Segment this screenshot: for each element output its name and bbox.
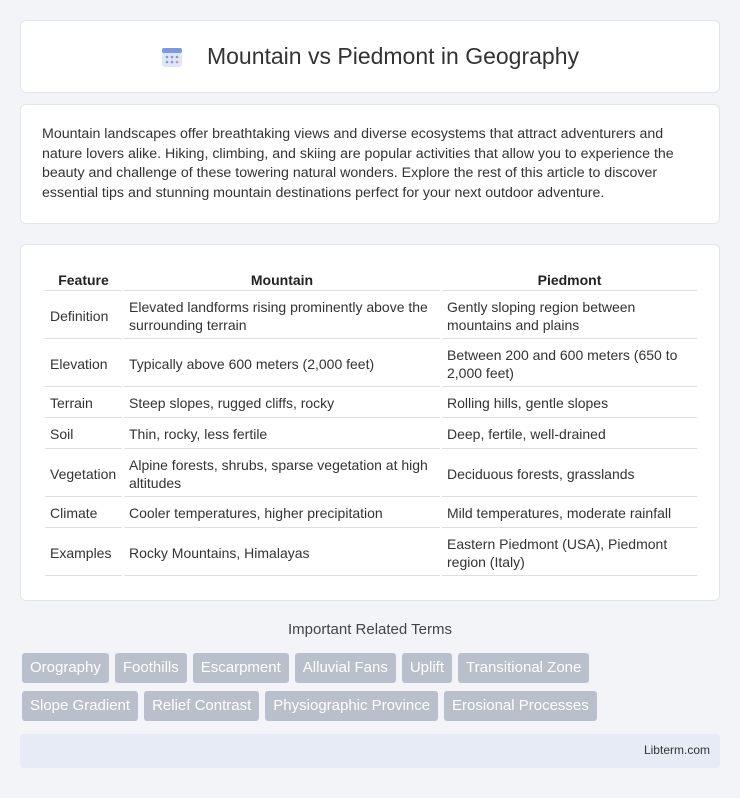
- title-card: [20, 20, 720, 93]
- piedmont-cell: Rolling hills, gentle slopes: [442, 389, 697, 418]
- calendar-grid-icon: [161, 46, 183, 68]
- tag-orography[interactable]: Orography: [22, 653, 109, 683]
- piedmont-cell: Eastern Piedmont (USA), Piedmont region (Italy): [442, 530, 697, 576]
- comparison-table: [43, 265, 699, 578]
- table-row: [45, 499, 697, 528]
- piedmont-cell: Deciduous forests, grasslands: [442, 451, 697, 497]
- table-row: [45, 341, 697, 387]
- intro-card: [20, 104, 720, 224]
- tag-slope-gradient[interactable]: Slope Gradient: [22, 691, 138, 721]
- tag-physiographic-province[interactable]: Physiographic Province: [265, 691, 438, 721]
- feature-cell: Examples: [45, 530, 122, 576]
- tag-transitional-zone[interactable]: Transitional Zone: [458, 653, 589, 683]
- piedmont-cell: Gently sloping region between mountains and plains: [442, 293, 697, 339]
- tag-relief-contrast[interactable]: Relief Contrast: [144, 691, 259, 721]
- related-terms-title: Important Related Terms: [288, 621, 452, 638]
- mountain-cell: Rocky Mountains, Himalayas: [124, 530, 440, 576]
- footer-brand-link[interactable]: Libterm.com: [643, 743, 710, 757]
- mountain-cell: Elevated landforms rising prominently above the surrounding terrain: [124, 293, 440, 339]
- piedmont-cell: Mild temperatures, moderate rainfall: [442, 499, 697, 528]
- page-title: Mountain vs Piedmont in Geography: [206, 43, 580, 69]
- piedmont-cell: Between 200 and 600 meters (650 to 2,000 feet): [442, 341, 697, 387]
- table-header-row: [45, 267, 697, 291]
- feature-cell: Vegetation: [45, 451, 122, 497]
- mountain-cell: Cooler temperatures, higher precipitation: [124, 499, 440, 528]
- tag-erosional-processes[interactable]: Erosional Processes: [444, 691, 597, 721]
- footer: [20, 734, 720, 768]
- tag-row: [22, 653, 722, 683]
- tag-alluvial-fans[interactable]: Alluvial Fans: [295, 653, 396, 683]
- related-terms-tags: [22, 653, 722, 729]
- tag-escarpment[interactable]: Escarpment: [193, 653, 289, 683]
- intro-paragraph: Mountain landscapes offer breathtaking views and diverse ecosystems that attract adventurers and nature lovers alike. Hiking, climbing, and skiing are popular activities that allow you to experience the beauty and challenge of these towering natural wonders. Explore the rest of this article to discover essential tips and stunning mountain destinations perfect for your next outdoor adventure.: [42, 126, 674, 201]
- tag-uplift[interactable]: Uplift: [402, 653, 452, 683]
- table-row: [45, 530, 697, 576]
- feature-cell: Terrain: [45, 389, 122, 418]
- mountain-cell: Steep slopes, rugged cliffs, rocky: [124, 389, 440, 418]
- table-row: [45, 451, 697, 497]
- header-feature: Feature: [45, 267, 122, 291]
- tag-foothills[interactable]: Foothills: [115, 653, 187, 683]
- mountain-cell: Thin, rocky, less fertile: [124, 420, 440, 449]
- mountain-cell: Typically above 600 meters (2,000 feet): [124, 341, 440, 387]
- table-row: [45, 389, 697, 418]
- table-row: [45, 293, 697, 339]
- comparison-card: [20, 244, 720, 601]
- feature-cell: Elevation: [45, 341, 122, 387]
- feature-cell: Definition: [45, 293, 122, 339]
- header-piedmont: Piedmont: [442, 267, 697, 291]
- mountain-cell: Alpine forests, shrubs, sparse vegetation at high altitudes: [124, 451, 440, 497]
- table-row: [45, 420, 697, 449]
- header-mountain: Mountain: [124, 267, 440, 291]
- piedmont-cell: Deep, fertile, well-drained: [442, 420, 697, 449]
- feature-cell: Climate: [45, 499, 122, 528]
- tag-row: [22, 691, 722, 721]
- feature-cell: Soil: [45, 420, 122, 449]
